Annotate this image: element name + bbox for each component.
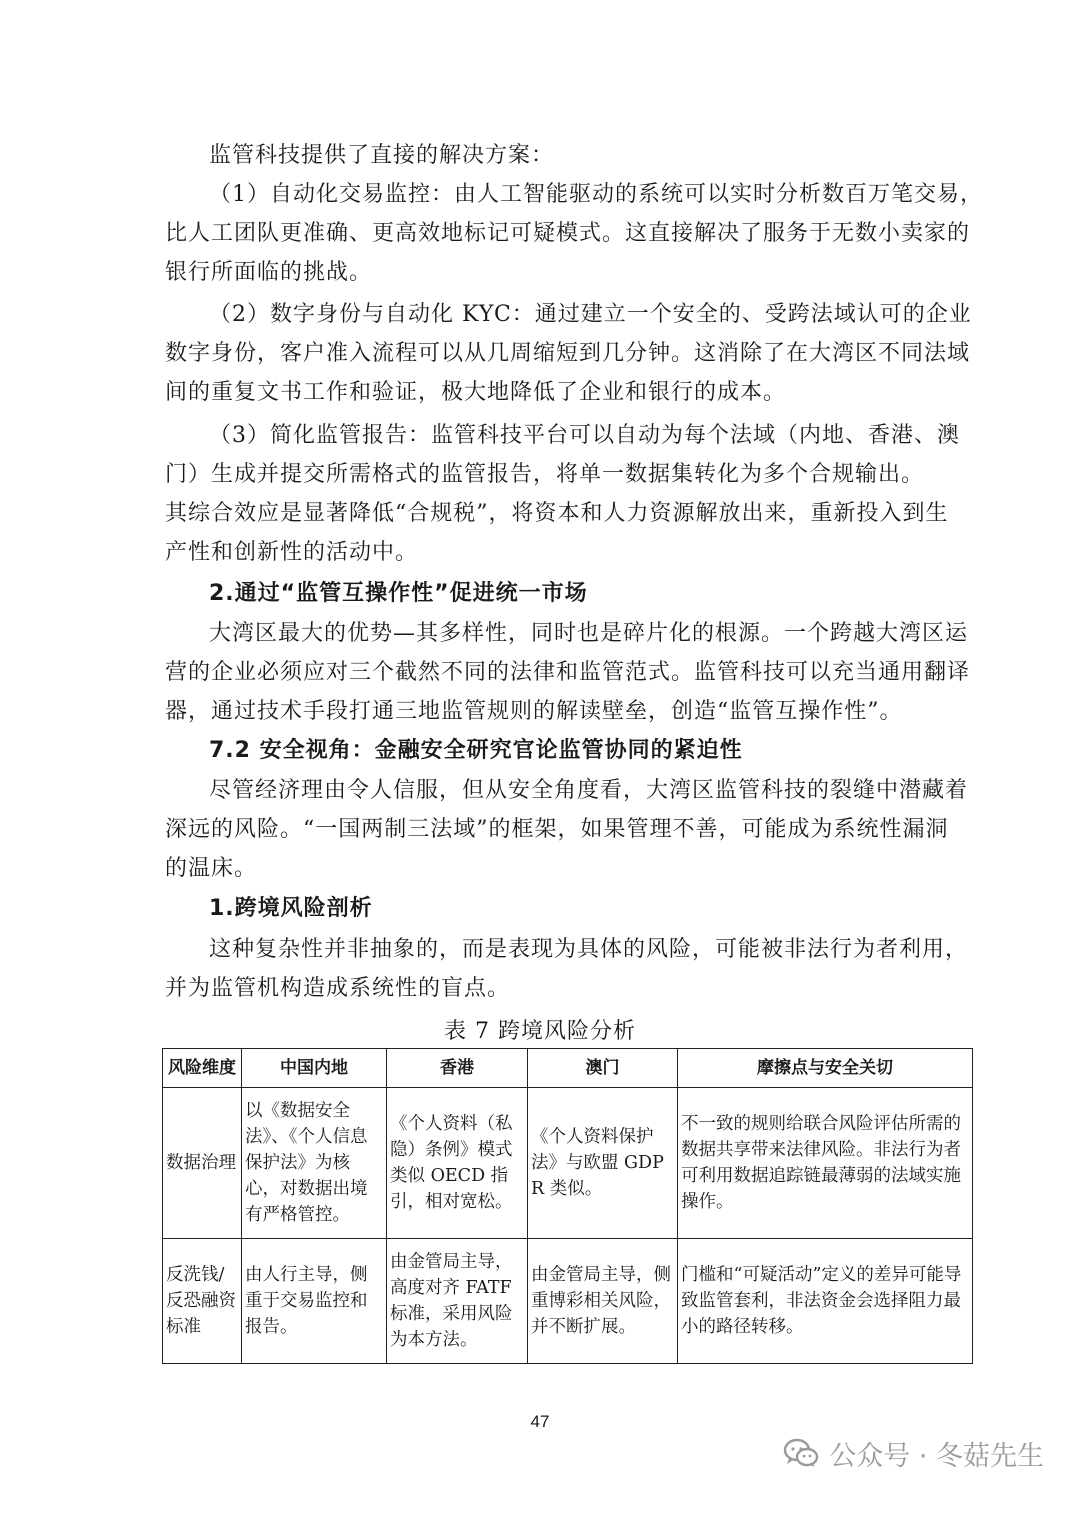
header-friction-points: 摩擦点与安全关切	[678, 1049, 973, 1088]
paragraph-greater-bay-area	[165, 614, 975, 731]
cell-friction-points: 门槛和“可疑活动”定义的差异可能导致监管套利，非法资金会选择阻力最小的路径转移。	[678, 1239, 973, 1364]
text-line: 数字身份，客户准入流程可以从几周缩短到几分钟。这消除了在大湾区不同法域	[165, 341, 971, 366]
header-macau: 澳门	[528, 1049, 678, 1088]
text-line: 营的企业必须应对三个截然不同的法律和监管范式。监管科技可以充当通用翻译	[165, 660, 971, 685]
paragraph-transaction-monitoring	[165, 175, 983, 292]
text-line: 门）生成并提交所需格式的监管报告，将单一数据集转化为多个合规输出。	[165, 462, 925, 487]
text-line: 并为监管机构造成系统性的盲点。	[165, 976, 511, 1001]
header-mainland: 中国内地	[242, 1049, 387, 1088]
text-line: 尽管经济理由令人信服，但从安全角度看，大湾区监管科技的裂缝中潜藏着	[209, 778, 969, 803]
paragraph-regulatory-reporting	[165, 416, 975, 494]
cell-mainland: 以《数据安全法》、《个人信息保护法》为核心，对数据出境有严格管控。	[242, 1088, 387, 1239]
table-header-row	[163, 1049, 973, 1088]
cell-friction-points: 不一致的规则给联合风险评估所需的数据共享带来法律风险。非法行为者可利用数据追踪链最薄弱的法域实施操作。	[678, 1088, 973, 1239]
cell-macau: 由金管局主导，侧重博彩相关风险，并不断扩展。	[528, 1239, 678, 1364]
cell-mainland: 由人行主导，侧重于交易监控和报告。	[242, 1239, 387, 1364]
text-line: 这种复杂性并非抽象的，而是表现为具体的风险，可能被非法行为者利用，	[209, 937, 969, 962]
text-line: 银行所面临的挑战。	[165, 260, 373, 285]
text-line: （1）自动化交易监控：由人工智能驱动的系统可以实时分析数百万笔交易，	[209, 182, 983, 207]
wechat-icon	[783, 1438, 819, 1468]
paragraph-digital-identity	[165, 295, 975, 412]
text-line: 器，通过技术手段打通三地监管规则的解读壁垒，创造“监管互操作性”。	[165, 699, 903, 724]
table-row	[163, 1239, 973, 1364]
text-line: 比人工团队更准确、更高效地标记可疑模式。这直接解决了服务于无数小卖家的	[165, 221, 971, 246]
paragraph-complexity	[165, 930, 975, 1008]
watermark-text: 公众号 · 冬菇先生	[829, 1440, 1044, 1472]
risk-analysis-table	[162, 1048, 973, 1364]
paragraph-security-risk	[165, 771, 975, 888]
section-heading-security-perspective: 7.2 安全视角：金融安全研究官论监管协同的紧迫性	[209, 738, 743, 763]
page-number: 47	[530, 1412, 550, 1431]
text-line: 的温床。	[165, 856, 258, 881]
paragraph-solutions-intro	[165, 136, 975, 175]
text-line: 深远的风险。“一国两制三法域”的框架，如果管理不善，可能成为系统性漏洞	[165, 817, 949, 842]
watermark	[783, 1430, 1044, 1476]
table-caption: 表 7 跨境风险分析	[444, 1019, 636, 1044]
header-hong-kong: 香港	[387, 1049, 528, 1088]
header-risk-dimension: 风险维度	[163, 1049, 242, 1088]
cell-risk-dimension: 反洗钱/反恐融资标准	[163, 1239, 242, 1364]
text-line: 监管科技提供了直接的解决方案：	[209, 143, 555, 168]
text-line: （2）数字身份与自动化 KYC：通过建立一个安全的、受跨法域认可的企业	[209, 302, 972, 327]
cell-hong-kong: 由金管局主导，高度对齐 FATF 标准，采用风险为本方法。	[387, 1239, 528, 1364]
table-row	[163, 1088, 973, 1239]
section-heading-interoperability: 2.通过“监管互操作性”促进统一市场	[209, 581, 588, 606]
cell-risk-dimension: 数据治理	[163, 1088, 242, 1239]
text-line: 其综合效应是显著降低“合规税”，将资本和人力资源解放出来，重新投入到生	[165, 501, 949, 526]
text-line: 产性和创新性的活动中。	[165, 540, 419, 565]
section-heading-cross-border-risk: 1.跨境风险剖析	[209, 896, 373, 921]
paragraph-combined-effect	[165, 494, 975, 572]
text-line: 大湾区最大的优势—其多样性，同时也是碎片化的根源。一个跨越大湾区运	[209, 621, 969, 646]
text-line: （3）简化监管报告：监管科技平台可以自动为每个法域（内地、香港、澳	[209, 423, 960, 448]
cell-macau: 《个人资料保护法》与欧盟 GDPR 类似。	[528, 1088, 678, 1239]
text-line: 间的重复文书工作和验证，极大地降低了企业和银行的成本。	[165, 380, 787, 405]
cell-hong-kong: 《个人资料（私隐）条例》模式类似 OECD 指引，相对宽松。	[387, 1088, 528, 1239]
